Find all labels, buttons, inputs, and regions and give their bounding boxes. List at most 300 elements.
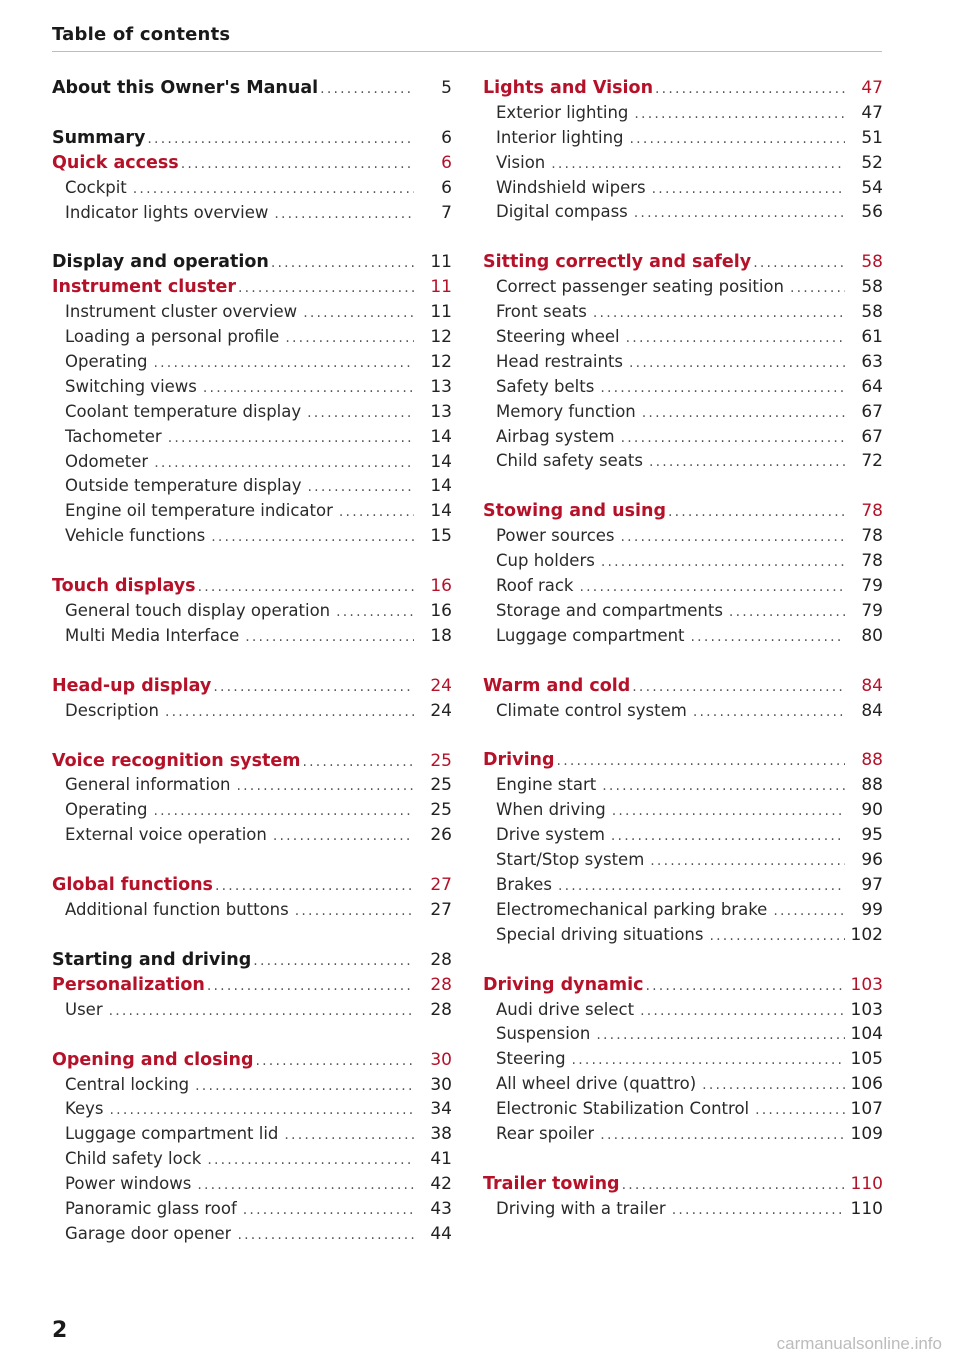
toc-heading-label: Summary [52, 127, 146, 148]
toc-entry-drive-system[interactable] [483, 823, 883, 848]
dot-leader [251, 949, 414, 974]
toc-page-number: 14 [430, 451, 452, 472]
toc-subentry-label: Multi Media Interface [65, 625, 240, 645]
toc-page-number: 5 [441, 78, 452, 98]
dot-leader [650, 177, 845, 202]
dot-leader [108, 1098, 414, 1123]
toc-heading-label: Opening and closing [52, 1049, 254, 1070]
dot-leader [166, 426, 414, 451]
dot-leader [152, 799, 415, 824]
toc-heading-label: Global functions [52, 875, 213, 896]
toc-page-number: 79 [861, 600, 883, 621]
toc-entry-external-voice-operation[interactable] [52, 823, 452, 848]
dot-leader [556, 874, 845, 899]
toc-heading-label: Display and operation [52, 252, 269, 273]
toc-entry-climate-control-system[interactable] [483, 699, 883, 724]
toc-heading-label: Sitting correctly and safely [483, 252, 752, 273]
toc-page-number: 30 [430, 1049, 452, 1070]
toc-subentry-label: Additional function buttons [65, 900, 289, 920]
dot-leader [619, 426, 845, 451]
toc-entry-tachometer[interactable] [52, 425, 452, 450]
toc-entry-warm-and-cold[interactable] [483, 674, 883, 699]
dot-leader [578, 575, 846, 600]
toc-entry-voice-recognition-system[interactable] [52, 749, 452, 774]
dot-leader [653, 77, 845, 102]
dot-leader [205, 1148, 414, 1173]
toc-page-number: 96 [861, 850, 883, 871]
toc-subentry-label: Electronic Stabilization Control [496, 1099, 750, 1119]
watermark: carmanualsonline.info [776, 1334, 942, 1353]
dot-leader [271, 824, 414, 849]
toc-subentry-label: Garage door opener [65, 1223, 232, 1243]
dot-leader [241, 1198, 414, 1223]
toc-subentry-label: Digital compass [496, 202, 628, 222]
toc-entry-start-stop-system[interactable] [483, 848, 883, 873]
toc-page-number: 61 [861, 327, 883, 348]
toc-page-number: 28 [430, 949, 452, 970]
toc-entry-windshield-wipers[interactable] [483, 176, 883, 201]
toc-page-number: 84 [861, 700, 883, 721]
toc-entry-general-information[interactable] [52, 773, 452, 798]
toc-subentry-label: Electromechanical parking brake [496, 899, 768, 919]
dot-leader [648, 849, 845, 874]
dot-leader [209, 525, 414, 550]
toc-entry-global-functions[interactable] [52, 873, 452, 898]
toc-entry-user[interactable] [52, 998, 452, 1023]
toc-heading-label: Starting and driving [52, 949, 252, 970]
toc-page-number: 67 [861, 401, 883, 422]
dot-leader [163, 700, 414, 725]
toc-entry-switching-views[interactable] [52, 375, 452, 400]
toc-entry-luggage-compartment[interactable] [483, 624, 883, 649]
dot-leader [630, 675, 845, 700]
dot-leader [211, 675, 414, 700]
dot-leader [647, 450, 845, 475]
toc-entry-cup-holders[interactable] [483, 549, 883, 574]
toc-heading-label: Touch displays [52, 576, 196, 597]
toc-column-left [52, 76, 452, 1272]
toc-entry-starting-and-driving[interactable] [52, 948, 452, 973]
dot-leader [691, 700, 845, 725]
toc-page-number: 25 [430, 750, 452, 771]
toc-entry-power-sources[interactable] [483, 524, 883, 549]
toc-heading-label: Voice recognition system [52, 750, 301, 771]
toc-subentry-label: Special driving situations [496, 924, 704, 944]
page-header [52, 24, 882, 52]
toc-entry-driving-dynamic[interactable] [483, 973, 883, 998]
toc-entry-engine-oil-temperature-indicator[interactable] [52, 499, 452, 524]
toc-column-right [483, 76, 883, 1247]
toc-page-number: 110 [850, 1173, 883, 1194]
toc-subentry-label: General information [65, 775, 231, 795]
toc-subentry-label: Coolant temperature display [65, 401, 302, 421]
dot-leader [624, 326, 845, 351]
dot-leader [300, 750, 414, 775]
toc-subentry-label: Steering wheel [496, 327, 620, 347]
toc-page-number: 90 [861, 800, 883, 821]
toc-subentry-label: Luggage compartment lid [65, 1124, 279, 1144]
toc-entry-keys[interactable] [52, 1097, 452, 1122]
toc-subentry-label: Start/Stop system [496, 850, 645, 870]
toc-entry-personalization[interactable] [52, 973, 452, 998]
dot-leader [600, 774, 845, 799]
toc-entry-front-seats[interactable] [483, 300, 883, 325]
toc-heading-label: Quick access [52, 152, 179, 173]
toc-entry-when-driving[interactable] [483, 798, 883, 823]
dot-leader [293, 899, 414, 924]
toc-page-number: 26 [430, 825, 452, 846]
toc-page-number: 28 [430, 999, 452, 1020]
toc-page-number: 52 [861, 152, 883, 173]
toc-subentry-label: External voice operation [65, 825, 267, 845]
toc-subentry-label: Vehicle functions [65, 526, 206, 546]
toc-subentry-label: Odometer [65, 451, 149, 471]
toc-page-number: 38 [430, 1124, 452, 1145]
toc-page-number: 13 [430, 401, 452, 422]
toc-entry-loading-a-personal-profile[interactable] [52, 325, 452, 350]
toc-entry-power-windows[interactable] [52, 1172, 452, 1197]
dot-leader [305, 401, 414, 426]
toc-page-number: 7 [441, 202, 452, 223]
dot-leader [254, 1049, 415, 1074]
toc-entry-digital-compass[interactable] [483, 200, 883, 225]
toc-page-number: 14 [430, 501, 452, 522]
toc-entry-summary[interactable] [52, 126, 452, 151]
toc-page-number: 104 [850, 1024, 883, 1045]
dot-leader [145, 127, 414, 152]
dot-leader [205, 974, 414, 999]
toc-entry-panoramic-glass-roof[interactable] [52, 1197, 452, 1222]
toc-entry-driving-with-a-trailer[interactable] [483, 1197, 883, 1222]
toc-entry-instrument-cluster-overview[interactable] [52, 300, 452, 325]
toc-subentry-label: Rear spoiler [496, 1123, 595, 1143]
toc-entry-general-touch-display-operation[interactable] [52, 599, 452, 624]
toc-page-number: 58 [861, 277, 883, 298]
toc-heading-label: Warm and cold [483, 675, 631, 696]
dot-leader [599, 550, 845, 575]
toc-page-number: 27 [430, 900, 452, 921]
toc-entry-electromechanical-parking-brake[interactable] [483, 898, 883, 923]
toc-section [483, 748, 883, 947]
dot-leader [301, 301, 414, 326]
toc-subentry-label: General touch display operation [65, 601, 331, 621]
dot-leader [594, 1023, 845, 1048]
toc-heading-label: Personalization [52, 974, 205, 995]
dot-leader [107, 999, 414, 1024]
dot-leader [131, 177, 414, 202]
toc-subentry-label: Brakes [496, 874, 552, 894]
dot-leader [640, 401, 845, 426]
toc-entry-suspension[interactable] [483, 1022, 883, 1047]
toc-page-number: 25 [430, 775, 452, 796]
toc-entry-correct-passenger-seating-position[interactable] [483, 275, 883, 300]
toc-subentry-label: Drive system [496, 825, 605, 845]
toc-subentry-label: Vision [496, 152, 546, 172]
dot-leader [195, 1173, 414, 1198]
toc-entry-operating[interactable] [52, 798, 452, 823]
toc-entry-outside-temperature-display[interactable] [52, 474, 452, 499]
toc-page-number: 84 [861, 675, 883, 696]
dot-leader [598, 376, 845, 401]
dot-leader [643, 974, 845, 999]
dot-leader [753, 1098, 845, 1123]
toc-section [52, 948, 452, 1023]
toc-entry-lights-and-vision[interactable] [483, 76, 883, 101]
dot-leader [670, 1198, 845, 1223]
toc-page-number: 6 [441, 152, 452, 173]
toc-subentry-label: Correct passenger seating position [496, 277, 784, 297]
toc-subentry-label: Engine oil temperature indicator [65, 501, 333, 521]
toc-entry-all-wheel-drive-quattro[interactable] [483, 1072, 883, 1097]
toc-page-number: 44 [430, 1223, 452, 1244]
dot-leader [707, 924, 845, 949]
toc-page-number: 95 [861, 825, 883, 846]
dot-leader [243, 625, 414, 650]
dot-leader [591, 301, 845, 326]
toc-entry-operating[interactable] [52, 350, 452, 375]
toc-page-number: 13 [430, 376, 452, 397]
toc-subentry-label: Memory function [496, 401, 636, 421]
toc-page-number: 15 [430, 526, 452, 547]
toc-page-number: 110 [850, 1198, 883, 1219]
dot-leader [152, 451, 414, 476]
toc-heading-label: Driving dynamic [483, 974, 644, 995]
toc-section [483, 674, 883, 724]
toc-subentry-label: Indicator lights overview [65, 202, 269, 222]
toc-entry-description[interactable] [52, 699, 452, 724]
dot-leader [193, 1074, 414, 1099]
toc-entry-sitting-correctly-and-safely[interactable] [483, 250, 883, 275]
toc-page-number: 47 [861, 102, 883, 123]
toc-subentry-label: Outside temperature display [65, 476, 302, 496]
toc-section [483, 250, 883, 474]
dot-leader [610, 799, 845, 824]
dot-leader [337, 500, 414, 525]
toc-page-number: 102 [850, 924, 883, 945]
toc-section [483, 973, 883, 1147]
toc-entry-head-restraints[interactable] [483, 350, 883, 375]
dot-leader [152, 351, 415, 376]
toc-page-number: 51 [861, 127, 883, 148]
toc-subentry-label: Loading a personal profile [65, 327, 280, 347]
toc-entry-instrument-cluster[interactable] [52, 275, 452, 300]
toc-entry-display-and-operation[interactable] [52, 250, 452, 275]
toc-section [52, 574, 452, 649]
toc-page-number: 24 [430, 700, 452, 721]
toc-entry-rear-spoiler[interactable] [483, 1122, 883, 1147]
toc-page-number: 97 [861, 874, 883, 895]
dot-leader [269, 251, 414, 276]
toc-entry-driving[interactable] [483, 748, 883, 773]
toc-page-number: 41 [430, 1149, 452, 1170]
toc-heading-label: Lights and Vision [483, 78, 654, 98]
toc-subentry-label: Instrument cluster overview [65, 302, 298, 322]
toc-page-number: 88 [861, 750, 883, 771]
dot-leader [179, 152, 414, 177]
toc-subentry-label: Front seats [496, 302, 587, 322]
toc-page-number: 43 [430, 1198, 452, 1219]
dot-leader [632, 201, 845, 226]
toc-entry-audi-drive-select[interactable] [483, 998, 883, 1023]
toc-entry-touch-displays[interactable] [52, 574, 452, 599]
toc-subentry-label: Interior lighting [496, 127, 624, 147]
toc-page-number: 11 [430, 302, 452, 323]
toc-entry-head-up-display[interactable] [52, 674, 452, 699]
toc-subentry-label: Panoramic glass roof [65, 1198, 237, 1218]
toc-entry-additional-function-buttons[interactable] [52, 898, 452, 923]
dot-leader [700, 1073, 845, 1098]
toc-subentry-label: Child safety lock [65, 1149, 202, 1169]
toc-entry-airbag-system[interactable] [483, 425, 883, 450]
dot-leader [235, 1223, 414, 1248]
toc-entry-indicator-lights-overview[interactable] [52, 201, 452, 226]
toc-page-number: 78 [861, 501, 883, 522]
toc-section [52, 873, 452, 923]
toc-entry-brakes[interactable] [483, 873, 883, 898]
toc-page-number: 24 [430, 675, 452, 696]
dot-leader [213, 874, 414, 899]
toc-page-number: 42 [430, 1174, 452, 1195]
toc-page-number: 18 [430, 625, 452, 646]
toc-page-number: 64 [861, 376, 883, 397]
dot-leader [196, 575, 414, 600]
toc-page-number: 14 [430, 426, 452, 447]
toc-page-number: 11 [430, 252, 452, 273]
toc-subentry-label: Cockpit [65, 177, 127, 197]
toc-page-number: 67 [861, 426, 883, 447]
toc-heading-label: About this Owner's Manual [52, 78, 319, 98]
toc-entry-stowing-and-using[interactable] [483, 499, 883, 524]
toc-subentry-label: Climate control system [496, 700, 687, 720]
dot-leader [272, 202, 414, 227]
toc-page-number: 14 [430, 476, 452, 497]
toc-page-number: 47 [861, 78, 883, 98]
toc-entry-vision[interactable] [483, 151, 883, 176]
dot-leader [283, 326, 414, 351]
toc-subentry-label: Audi drive select [496, 999, 635, 1019]
toc-entry-cockpit[interactable] [52, 176, 452, 201]
toc-entry-central-locking[interactable] [52, 1073, 452, 1098]
toc-heading-label: Driving [483, 750, 555, 771]
toc-page-number: 6 [441, 127, 452, 148]
toc-entry-opening-and-closing[interactable] [52, 1048, 452, 1073]
dot-leader [620, 1173, 845, 1198]
toc-page-number: 28 [430, 974, 452, 995]
toc-section [52, 250, 452, 549]
dot-leader [318, 77, 414, 102]
toc-subentry-label: Tachometer [65, 426, 162, 446]
toc-section [483, 499, 883, 648]
dot-leader [771, 899, 845, 924]
toc-entry-safety-belts[interactable] [483, 375, 883, 400]
page-title: Table of contents [52, 24, 231, 45]
toc-page-number: 105 [850, 1049, 883, 1070]
toc-page-number: 16 [430, 576, 452, 597]
dot-leader [555, 749, 845, 774]
toc-subentry-label: Operating [65, 352, 148, 372]
toc-entry-coolant-temperature-display[interactable] [52, 400, 452, 425]
dot-leader [751, 251, 845, 276]
toc-entry-steering-wheel[interactable] [483, 325, 883, 350]
toc-section [52, 126, 452, 226]
toc-section [52, 76, 452, 101]
toc-entry-about-this-owner-s-manual[interactable] [52, 76, 452, 101]
toc-entry-quick-access[interactable] [52, 151, 452, 176]
toc-section [483, 76, 883, 225]
toc-entry-interior-lighting[interactable] [483, 126, 883, 151]
toc-section [52, 1048, 452, 1247]
toc-page-number: 34 [430, 1099, 452, 1120]
toc-subentry-label: Steering [496, 1049, 566, 1069]
dot-leader [570, 1048, 845, 1073]
toc-page-number: 79 [861, 576, 883, 597]
toc-subentry-label: Airbag system [496, 426, 615, 446]
toc-entry-steering[interactable] [483, 1047, 883, 1072]
toc-subentry-label: Power windows [65, 1174, 192, 1194]
toc-subentry-label: When driving [496, 800, 606, 820]
toc-subentry-label: Safety belts [496, 376, 595, 396]
dot-leader [549, 152, 845, 177]
toc-entry-trailer-towing[interactable] [483, 1172, 883, 1197]
toc-entry-special-driving-situations[interactable] [483, 923, 883, 948]
toc-subentry-label: Roof rack [496, 576, 574, 596]
toc-page-number: 109 [850, 1123, 883, 1144]
toc-page-number: 30 [430, 1074, 452, 1095]
dot-leader [282, 1123, 414, 1148]
toc-page-number: 88 [861, 775, 883, 796]
toc-entry-storage-and-compartments[interactable] [483, 599, 883, 624]
toc-entry-engine-start[interactable] [483, 773, 883, 798]
toc-heading-label: Trailer towing [483, 1173, 620, 1194]
toc-entry-vehicle-functions[interactable] [52, 524, 452, 549]
dot-leader [201, 376, 414, 401]
toc-entry-exterior-lighting[interactable] [483, 101, 883, 126]
toc-page-number: 78 [861, 526, 883, 547]
toc-section [483, 1172, 883, 1222]
toc-subentry-label: Central locking [65, 1074, 190, 1094]
toc-page-number: 78 [861, 551, 883, 572]
toc-page-number: 103 [850, 974, 883, 995]
toc-page-number: 11 [430, 277, 452, 298]
toc-page-number: 27 [430, 875, 452, 896]
toc-page-number: 58 [861, 302, 883, 323]
toc-subentry-label: Description [65, 700, 159, 720]
toc-entry-memory-function[interactable] [483, 400, 883, 425]
toc-heading-label: Head-up display [52, 675, 212, 696]
toc-entry-child-safety-seats[interactable] [483, 449, 883, 474]
toc-entry-roof-rack[interactable] [483, 574, 883, 599]
toc-entry-child-safety-lock[interactable] [52, 1147, 452, 1172]
toc-subentry-label: Storage and compartments [496, 600, 723, 620]
toc-page-number: 6 [441, 177, 452, 198]
toc-page-number: 54 [861, 177, 883, 198]
toc-entry-odometer[interactable] [52, 450, 452, 475]
toc-entry-multi-media-interface[interactable] [52, 624, 452, 649]
dot-leader [689, 625, 845, 650]
toc-subentry-label: Child safety seats [496, 451, 643, 471]
dot-leader [727, 600, 845, 625]
toc-heading-label: Instrument cluster [52, 277, 236, 298]
toc-page-number: 12 [430, 327, 452, 348]
toc-page-number: 12 [430, 352, 452, 373]
toc-entry-luggage-compartment-lid[interactable] [52, 1122, 452, 1147]
dot-leader [627, 351, 845, 376]
toc-entry-electronic-stabilization-control[interactable] [483, 1097, 883, 1122]
toc-subentry-label: Exterior lighting [496, 102, 629, 122]
dot-leader [638, 999, 845, 1024]
toc-section [52, 749, 452, 849]
toc-entry-garage-door-opener[interactable] [52, 1222, 452, 1247]
